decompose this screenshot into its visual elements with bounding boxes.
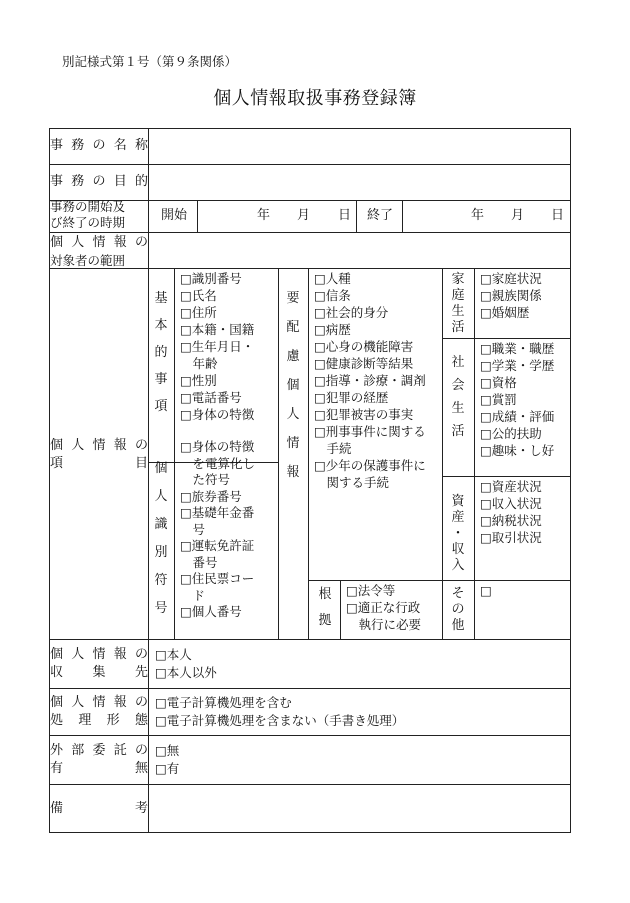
checkbox-item[interactable]: □有 (155, 761, 180, 776)
collect-items (155, 646, 217, 682)
checkbox-item-cont: 番号 (180, 554, 218, 570)
end-year: 年 (471, 208, 485, 223)
checkbox-item[interactable]: □ (480, 583, 492, 598)
label-name: 事 務 の 名 称 (50, 138, 148, 153)
label-process: 個 人 情 報 の 処 理 形 態 (50, 695, 148, 728)
checkbox-item[interactable]: □本人以外 (155, 665, 217, 680)
checkbox-item[interactable]: □資格 (480, 375, 517, 390)
checkbox-item[interactable]: □病歴 (314, 322, 351, 337)
checkbox-item[interactable]: □識別番号 (180, 271, 242, 286)
checkbox-item[interactable]: □法令等 (346, 583, 396, 598)
group-social: 社 会 生 活 (451, 355, 465, 439)
checkbox-item[interactable]: □学業・学歴 (480, 358, 555, 373)
group-basic: 基 本 的 事 項 (154, 291, 168, 414)
start-label: 開始 (161, 208, 188, 223)
checkbox-item[interactable]: □趣味・し好 (480, 443, 555, 458)
checkbox-item[interactable]: □少年の保護事件に (314, 458, 426, 473)
label-outsource: 外 部 委 託 の 有 無 (50, 743, 148, 776)
checkbox-item[interactable]: □指導・診療・調剤 (314, 373, 426, 388)
checkbox-item[interactable]: □身体の特徴 (180, 407, 255, 422)
checkbox-item[interactable]: □社会的身分 (314, 305, 389, 320)
checkbox-item[interactable]: □心身の機能障害 (314, 339, 414, 354)
checkbox-item[interactable]: □犯罪の経歴 (314, 390, 389, 405)
checkbox-item[interactable]: □賞罰 (480, 392, 517, 407)
purpose-field[interactable] (149, 165, 570, 200)
group-other: そ の 他 (451, 586, 465, 633)
checkbox-item[interactable]: □信条 (314, 288, 351, 303)
group-personal-id: 個 人 識 別 符 号 (154, 461, 168, 616)
checkbox-item[interactable]: □個人番号 (180, 604, 242, 619)
label-scope: 個 人 情 報 の 対象者の範囲 (50, 235, 148, 268)
outsource-items (155, 742, 179, 778)
checkbox-item-cont: 号 (180, 521, 206, 537)
end-day: 日 (551, 208, 565, 223)
remarks-field[interactable] (149, 785, 570, 832)
checkbox-item[interactable]: □本人 (155, 647, 192, 662)
end-label: 終了 (367, 208, 394, 223)
social-items (480, 340, 554, 459)
checkbox-item[interactable]: □公的扶助 (480, 426, 542, 441)
checkbox-item[interactable]: □無 (155, 743, 180, 758)
start-year: 年 (257, 208, 271, 223)
checkbox-item-cont: た符号 (180, 472, 231, 487)
other-items (480, 582, 492, 599)
checkbox-item-cont: ド (180, 587, 206, 603)
checkbox-item[interactable]: □刑事事件に関する (314, 424, 426, 439)
group-assets: 資 産 ・ 収 入 (451, 494, 465, 573)
id-items (180, 439, 255, 621)
checkbox-item[interactable]: □納税状況 (480, 513, 542, 528)
checkbox-item[interactable]: □健康診断等結果 (314, 356, 414, 371)
checkbox-item[interactable]: □基礎年金番 (180, 505, 255, 520)
checkbox-item[interactable]: □職業・職歴 (480, 341, 555, 356)
group-family: 家 庭 生 活 (451, 272, 465, 335)
checkbox-item[interactable]: □適正な行政 (346, 600, 421, 615)
assets-items (480, 478, 542, 546)
group-basis: 根 拠 (318, 587, 332, 628)
checkbox-item[interactable]: □家庭状況 (480, 271, 542, 286)
checkbox-item[interactable]: □人種 (314, 271, 351, 286)
checkbox-item[interactable]: □資産状況 (480, 479, 542, 494)
checkbox-item[interactable]: □成績・評価 (480, 409, 555, 424)
checkbox-item[interactable]: □生年月日・ (180, 339, 255, 354)
end-month: 月 (511, 208, 525, 223)
page-title: 個人情報取扱事務登録簿 (213, 88, 417, 109)
checkbox-item[interactable]: □性別 (180, 373, 217, 388)
family-items (480, 270, 542, 321)
scope-field[interactable] (149, 233, 570, 268)
label-period: 事務の開始及 び終了の時期 (50, 199, 126, 230)
checkbox-item[interactable]: □氏名 (180, 288, 217, 303)
group-sensitive: 要 配 慮 個 人 情 報 (286, 291, 300, 480)
checkbox-item[interactable]: □身体の特徴 (180, 439, 255, 454)
checkbox-item[interactable]: □取引状況 (480, 530, 542, 545)
checkbox-item[interactable]: □住民票コー (180, 571, 255, 586)
checkbox-item[interactable]: □親族関係 (480, 288, 542, 303)
checkbox-item-cont: 関する手続 (314, 475, 390, 490)
checkbox-item[interactable]: □婚姻歴 (480, 305, 530, 320)
start-month: 月 (297, 208, 311, 223)
checkbox-item[interactable]: □本籍・国籍 (180, 322, 255, 337)
sensitive-items (314, 270, 426, 491)
basis-items (346, 582, 421, 633)
name-field[interactable] (149, 129, 570, 164)
process-items (155, 694, 404, 730)
basic-items (180, 270, 254, 423)
checkbox-item[interactable]: □住所 (180, 305, 217, 320)
checkbox-item-cont: 手続 (314, 441, 352, 456)
checkbox-item-cont: 執行に必要 (346, 617, 422, 632)
checkbox-item[interactable]: □電子計算機処理を含まない（手書き処理） (155, 713, 405, 728)
label-items: 個 人 情 報 の 項 目 (50, 438, 148, 471)
form-note: 別記様式第１号（第９条関係） (62, 54, 238, 69)
start-day: 日 (338, 208, 352, 223)
checkbox-item[interactable]: □犯罪被害の事実 (314, 407, 414, 422)
checkbox-item-cont: 年齢 (180, 356, 218, 371)
checkbox-item-cont: を電算化し (180, 455, 256, 471)
checkbox-item[interactable]: □運転免許証 (180, 538, 255, 553)
label-collect: 個 人 情 報 の 収 集 先 (50, 647, 148, 680)
checkbox-item[interactable]: □旅券番号 (180, 488, 242, 504)
checkbox-item[interactable]: □収入状況 (480, 496, 542, 511)
checkbox-item[interactable]: □電子計算機処理を含む (155, 695, 292, 710)
label-purpose: 事 務 の 目 的 (50, 174, 148, 189)
checkbox-item[interactable]: □電話番号 (180, 390, 242, 405)
label-remarks: 備 考 (50, 801, 148, 816)
